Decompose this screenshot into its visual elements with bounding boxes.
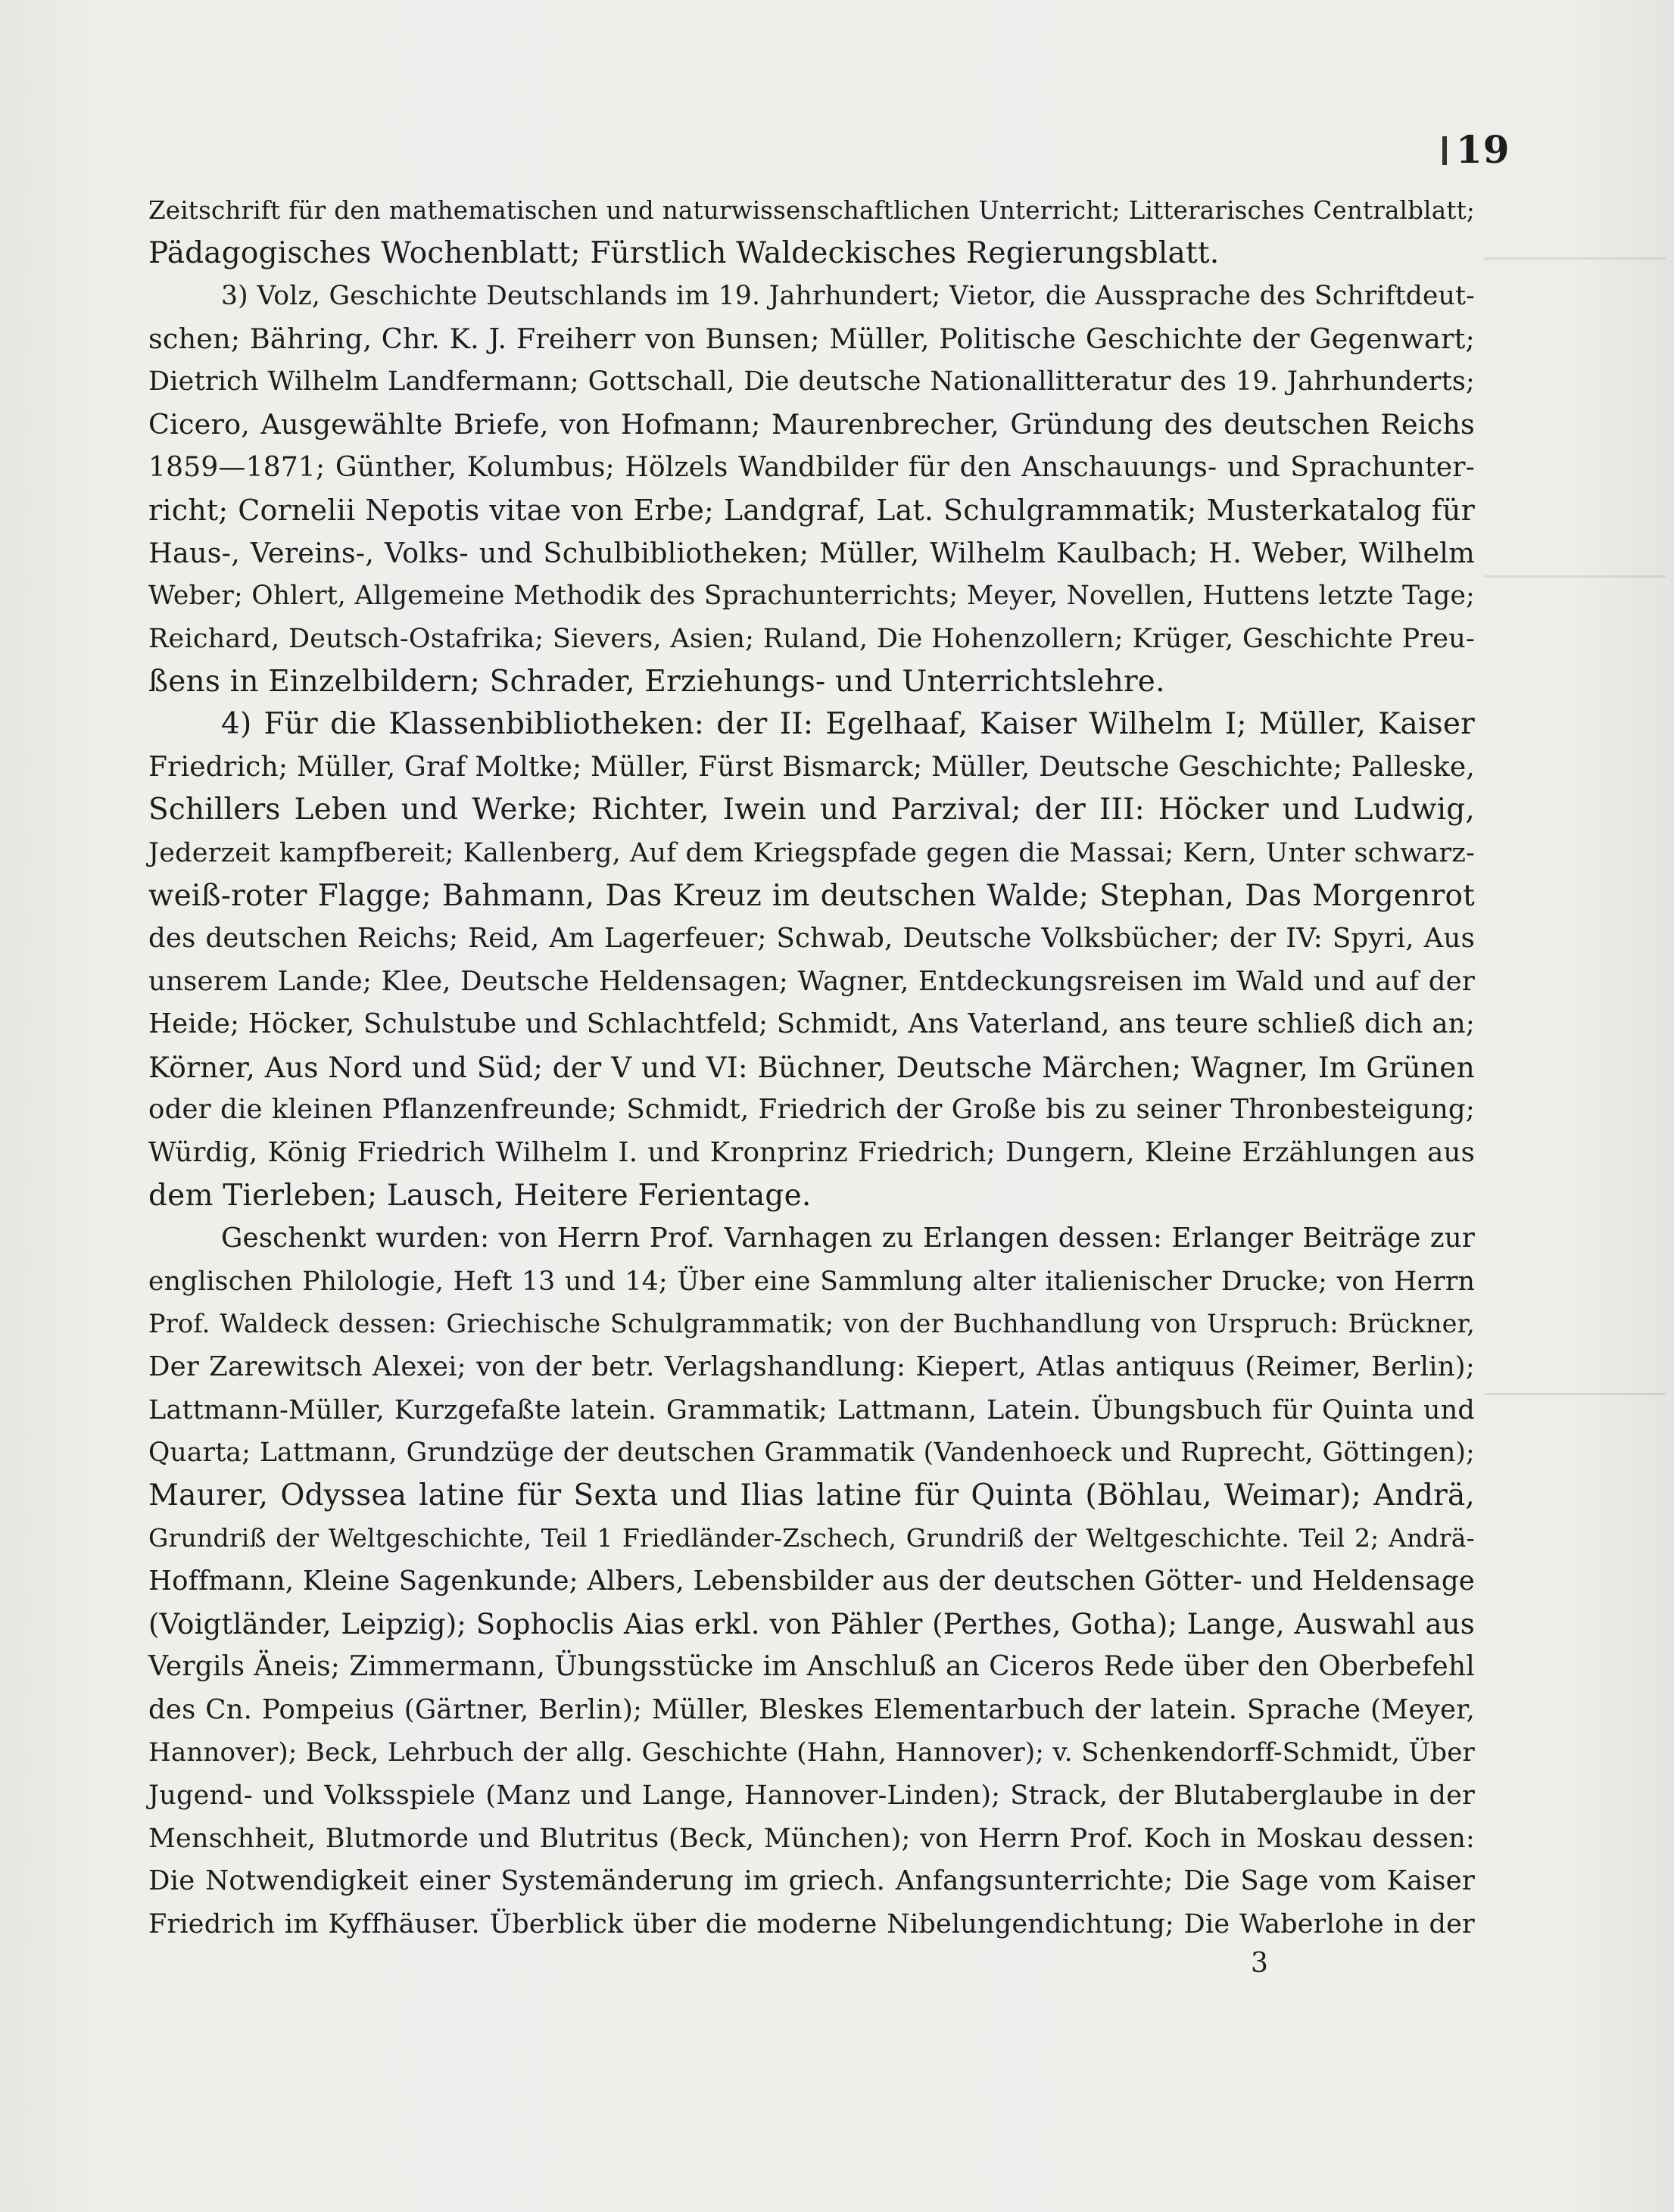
text-line: Cicero, Ausgewählte Briefe, von Hofmann; Maurenbrecher, Gründung des deutschen Reichs	[148, 407, 1475, 441]
text-line: Schillers Leben und Werke; Richter, Iwein und Parzival; der III: Höcker und Ludwig,	[148, 793, 1475, 827]
text-line: Der Zarewitsch Alexei; von der betr. Verlagshandlung: Kiepert, Atlas antiquus (Reimer, Berlin);	[148, 1351, 1475, 1383]
text-line: Körner, Aus Nord und Süd; der V und VI: Büchner, Deutsche Märchen; Wagner, Im Grünen	[148, 1050, 1475, 1084]
bleed-through-mark	[1484, 1393, 1666, 1395]
text-line: englischen Philologie, Heft 13 und 14; Über eine Sammlung alter italienischer Drucke; von Herrn	[148, 1266, 1475, 1297]
text-line: Vergils Äneis; Zimmermann, Übungsstücke im Anschluß an Ciceros Rede über den Oberbefehl	[148, 1651, 1475, 1683]
page-number	[1442, 127, 1510, 172]
text-line: (Voigtländer, Leipzig); Sophoclis Aias erkl. von Pähler (Perthes, Gotha); Lange, Auswahl aus	[148, 1607, 1475, 1640]
text-line: oder die kleinen Pflanzenfreunde; Schmidt, Friedrich der Große bis zu seiner Thronbesteigung;	[148, 1094, 1475, 1126]
text-line: richt; Cornelii Nepotis vitae von Erbe; Landgraf, Lat. Schulgrammatik; Musterkatalog für	[148, 494, 1475, 528]
bleed-through-mark	[1484, 575, 1666, 578]
text-line: Maurer, Odyssea latine für Sexta und Ilias latine für Quinta (Böhlau, Weimar); Andrä,	[148, 1478, 1475, 1513]
text-line: Hoffmann, Kleine Sagenkunde; Albers, Lebensbilder aus der deutschen Götter- und Heldensage	[148, 1566, 1475, 1597]
text-line: des deutschen Reichs; Reid, Am Lagerfeuer; Schwab, Deutsche Volksbücher; der IV: Spyri, Aus	[148, 923, 1475, 955]
text-line: Reichard, Deutsch-Ostafrika; Sievers, Asien; Ruland, Die Hohenzollern; Krüger, Geschichte Preu-	[148, 623, 1475, 654]
text-line: Haus-, Vereins-, Volks- und Schulbibliotheken; Müller, Wilhelm Kaulbach; H. Weber, Wilhelm	[148, 536, 1475, 569]
text-line: Jugend- und Volksspiele (Manz und Lange, Hannover-Linden); Strack, der Blutaberglaube in der	[148, 1780, 1475, 1811]
text-line: ßens in Einzelbildern; Schrader, Erziehungs- und Unterrichtslehre.	[148, 664, 1165, 699]
text-line: Dietrich Wilhelm Landfermann; Gottschall, Die deutsche Nationallitteratur des 19. Jahrhunderts;	[148, 366, 1475, 397]
text-line: weiß-roter Flagge; Bahmann, Das Kreuz im deutschen Walde; Stephan, Das Morgenrot	[148, 878, 1475, 913]
text-line: dem Tierleben; Lausch, Heitere Ferientage.	[148, 1178, 812, 1213]
bleed-through-mark	[1484, 257, 1666, 260]
text-line: Quarta; Lattmann, Grundzüge der deutschen Grammatik (Vandenhoeck und Ruprecht, Göttingen);	[148, 1438, 1475, 1469]
body-text	[148, 189, 1475, 1946]
text-line: Jederzeit kampfbereit; Kallenberg, Auf dem Kriegspfade gegen die Massai; Kern, Unter schwarz-	[148, 837, 1475, 868]
text-line: Lattmann-Müller, Kurzgefaßte latein. Grammatik; Lattmann, Latein. Übungsbuch für Quinta und	[148, 1394, 1475, 1425]
text-line: Prof. Waldeck dessen: Griechische Schulgrammatik; von der Buchhandlung von Urspruch: Brückner,	[148, 1309, 1475, 1339]
text-line: Die Notwendigkeit einer Systemänderung im griech. Anfangsunterrichte; Die Sage vom Kaiser	[148, 1865, 1475, 1897]
text-line: Heide; Höcker, Schulstube und Schlachtfeld; Schmidt, Ans Vaterland, ans teure schließ dich an;	[148, 1008, 1475, 1040]
text-line: Friedrich im Kyffhäuser. Überblick über die moderne Nibelungendichtung; Die Waberlohe in der	[148, 1908, 1475, 1939]
text-line: schen; Bähring, Chr. K. J. Freiherr von Bunsen; Müller, Politische Geschichte der Gegenwart;	[148, 322, 1475, 355]
text-line: Weber; Ohlert, Allgemeine Methodik des Sprachunterrichts; Meyer, Novellen, Huttens letzte Tage;	[148, 581, 1475, 612]
text-line: 3) Volz, Geschichte Deutschlands im 19. Jahrhundert; Vietor, die Aussprache des Schriftdeut-	[221, 281, 1475, 312]
page-number-text: 19	[1456, 127, 1510, 172]
text-line: Hannover); Beck, Lehrbuch der allg. Geschichte (Hahn, Hannover); v. Schenkendorff-Schmidt, Über	[148, 1737, 1475, 1768]
text-line: Zeitschrift für den mathematischen und naturwissenschaftlichen Unterricht; Litterarisches Centralblatt;	[148, 196, 1475, 225]
text-line: 1859—1871; Günther, Kolumbus; Hölzels Wandbilder für den Anschauungs- und Sprachunter-	[148, 451, 1475, 483]
text-line: Friedrich; Müller, Graf Moltke; Müller, Fürst Bismarck; Müller, Deutsche Geschichte; Palleske,	[148, 751, 1475, 783]
text-line: Menschheit, Blutmorde und Blutritus (Beck, München); von Herrn Prof. Koch in Moskau dessen:	[148, 1823, 1475, 1854]
text-line: unserem Lande; Klee, Deutsche Heldensagen; Wagner, Entdeckungsreisen im Wald und auf der	[148, 965, 1475, 997]
text-line: Pädagogisches Wochenblatt; Fürstlich Waldeckisches Regierungsblatt.	[148, 235, 1220, 270]
signature-mark: 3	[1251, 1948, 1268, 1979]
text-line: Geschenkt wurden: von Herrn Prof. Varnhagen zu Erlangen dessen: Erlanger Beiträge zur	[221, 1223, 1475, 1254]
text-line: des Cn. Pompeius (Gärtner, Berlin); Müller, Bleskes Elementarbuch der latein. Sprache (Meyer,	[148, 1693, 1475, 1725]
text-line: 4) Für die Klassenbibliotheken: der II: Egelhaaf, Kaiser Wilhelm I; Müller, Kaiser	[221, 707, 1475, 742]
page-edge-mark	[1442, 136, 1447, 165]
text-line: Würdig, König Friedrich Wilhelm I. und Kronprinz Friedrich; Dungern, Kleine Erzählungen aus	[148, 1137, 1475, 1169]
text-line: Grundriß der Weltgeschichte, Teil 1 Friedländer-Zschech, Grundriß der Weltgeschichte. Teil 2; Andrä-	[148, 1523, 1475, 1553]
